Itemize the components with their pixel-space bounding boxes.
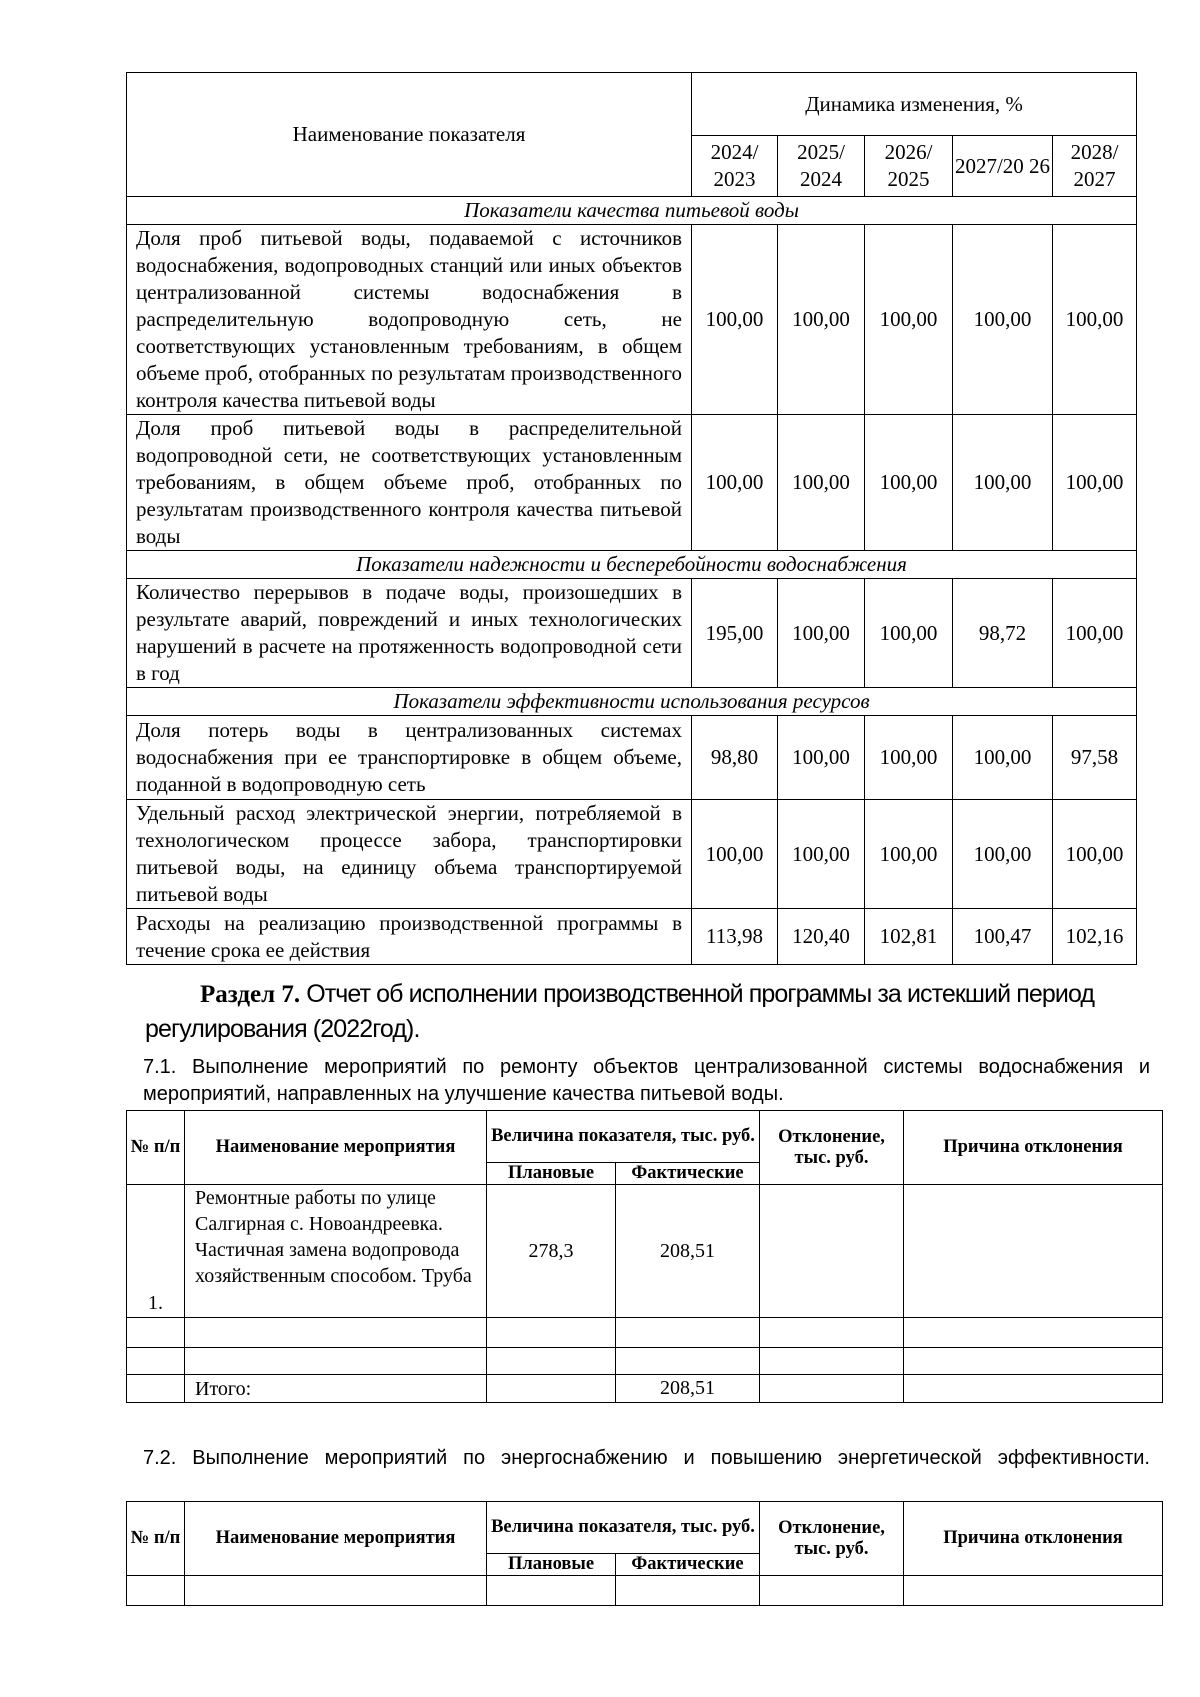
row-number: 1. [127, 1185, 185, 1318]
empty-cell [185, 1318, 487, 1348]
indicator-label: Доля проб питьевой воды, подаваемой с источников водоснабжения, водопроводных станций или иных объектов централизованной системы водоснабжения в распределительную водопроводную сеть, не соответствующих установленным требованиям, в общем объеме проб, отобранных по результатам производственного контроля качества питьевой воды [127, 225, 692, 415]
empty-cell [127, 1318, 185, 1348]
indicator-value: 120,40 [778, 909, 865, 965]
section-title: Показатели надежности и бесперебойности водоснабжения [127, 551, 1137, 579]
empty-cell [760, 1576, 904, 1606]
section-7-title-line2: регулирования (2022год). [145, 1015, 420, 1043]
indicator-label: Количество перерывов в подаче воды, произошедших в результате аварий, повреждений и иных технологических нарушений в расчете на протяженность водопроводной сети в год [127, 579, 692, 688]
indicator-value: 113,98 [692, 909, 778, 965]
empty-cell [904, 1375, 1163, 1403]
indicator-value: 100,00 [865, 225, 953, 415]
indicator-value: 100,00 [865, 716, 953, 800]
reason-header: Причина отклонения [904, 1502, 1163, 1576]
year-header: 2026/ 2025 [865, 136, 953, 197]
indicator-name-header: Наименование показателя [127, 73, 692, 197]
subsection-7-2 [143, 1445, 1150, 1499]
empty-cell [760, 1318, 904, 1348]
empty-cell [127, 1576, 185, 1606]
empty-cell [487, 1576, 616, 1606]
planned-header: Плановые [487, 1163, 616, 1185]
indicator-value: 100,00 [692, 415, 778, 551]
dynamics-header: Динамика изменения, % [692, 73, 1137, 136]
indicator-value: 100,00 [778, 716, 865, 800]
indicator-value: 97,58 [1053, 716, 1137, 800]
indicator-value: 100,00 [1053, 225, 1137, 415]
indicator-value: 102,81 [865, 909, 953, 965]
subsection-7-1: 7.1. Выполнение мероприятий по ремонту объектов централизованной системы водоснабжения и мероприятий, направленных на улучшение качества питьевой воды. [143, 1056, 1150, 1105]
indicator-value: 100,00 [692, 800, 778, 909]
indicator-label: Доля потерь воды в централизованных системах водоснабжения при ее транспортировке в общем объеме, поданной в водопроводную сеть [127, 716, 692, 800]
section-7-heading [145, 977, 1152, 1046]
planned-header: Плановые [487, 1554, 616, 1576]
indicator-value: 100,00 [953, 800, 1053, 909]
measure-name: Ремонтные работы по улице Салгирная с. Новоандреевка. Частичная замена водопровода хозяйственным способом. Труба [185, 1185, 487, 1318]
indicator-value: 100,00 [1053, 415, 1137, 551]
indicator-label: Удельный расход электрической энергии, потребляемой в технологическом процессе забора, транспортировки питьевой воды, на единицу объема транспортируемой питьевой воды [127, 800, 692, 909]
num-header: № п/п [127, 1111, 185, 1185]
deviation-value [760, 1185, 904, 1318]
measures-table-7-2 [126, 1501, 1163, 1606]
empty-cell [616, 1318, 760, 1348]
indicators-table [126, 72, 1137, 965]
empty-cell [904, 1318, 1163, 1348]
indicator-value: 100,47 [953, 909, 1053, 965]
indicator-value: 100,00 [865, 800, 953, 909]
deviation-header: Отклонение, тыс. руб. [760, 1111, 904, 1185]
empty-cell [185, 1348, 487, 1375]
indicator-value: 100,00 [953, 415, 1053, 551]
indicator-value: 100,00 [1053, 800, 1137, 909]
section-7-title: Отчет об исполнении производственной программы за истекший период [306, 980, 1095, 1008]
indicator-value: 100,00 [953, 716, 1053, 800]
indicator-value: 100,00 [1053, 579, 1137, 688]
year-header: 2028/ 2027 [1053, 136, 1137, 197]
measures-table-7-1 [126, 1110, 1163, 1403]
empty-cell [127, 1348, 185, 1375]
actual-header: Фактические [616, 1554, 760, 1576]
deviation-reason [904, 1185, 1163, 1318]
indicator-value: 100,00 [692, 225, 778, 415]
subsection-7-2-text: 7.2. Выполнение мероприятий по энергоснабжению и повышению энергетической эффективности. [143, 1447, 1150, 1469]
empty-cell [487, 1375, 616, 1403]
indicator-value: 100,00 [778, 579, 865, 688]
value-header: Величина показателя, тыс. руб. [487, 1502, 760, 1554]
planned-value: 278,3 [487, 1185, 616, 1318]
measure-name-header: Наименование мероприятия [185, 1111, 487, 1185]
empty-cell [487, 1318, 616, 1348]
section-title: Показатели качества питьевой воды [127, 197, 1137, 225]
empty-cell [904, 1348, 1163, 1375]
year-header: 2024/ 2023 [692, 136, 778, 197]
indicator-value: 98,80 [692, 716, 778, 800]
deviation-header: Отклонение, тыс. руб. [760, 1502, 904, 1576]
empty-cell [185, 1576, 487, 1606]
year-header: 2027/20 26 [953, 136, 1053, 197]
indicator-value: 100,00 [778, 415, 865, 551]
actual-header: Фактические [616, 1163, 760, 1185]
value-header: Величина показателя, тыс. руб. [487, 1111, 760, 1163]
section-title: Показатели эффективности использования ресурсов [127, 688, 1137, 716]
section-7-number: Раздел 7. [200, 981, 301, 1008]
indicator-value: 195,00 [692, 579, 778, 688]
total-actual: 208,51 [616, 1375, 760, 1403]
indicator-label: Расходы на реализацию производственной программы в течение срока ее действия [127, 909, 692, 965]
indicator-value: 100,00 [778, 800, 865, 909]
num-header: № п/п [127, 1502, 185, 1576]
indicator-value: 102,16 [1053, 909, 1137, 965]
indicator-label: Доля проб питьевой воды в распределительной водопроводной сети, не соответствующих установленным требованиям, в общем объеме проб, отобранных по результатам производственного контроля качества питьевой воды [127, 415, 692, 551]
indicator-value: 100,00 [865, 415, 953, 551]
empty-cell [760, 1375, 904, 1403]
empty-cell [487, 1348, 616, 1375]
actual-value: 208,51 [616, 1185, 760, 1318]
reason-header: Причина отклонения [904, 1111, 1163, 1185]
year-header: 2025/ 2024 [778, 136, 865, 197]
empty-cell [127, 1375, 185, 1403]
indicator-value: 98,72 [953, 579, 1053, 688]
total-label: Итого: [185, 1375, 487, 1403]
indicator-value: 100,00 [953, 225, 1053, 415]
empty-cell [616, 1576, 760, 1606]
indicator-value: 100,00 [865, 579, 953, 688]
measure-name-header: Наименование мероприятия [185, 1502, 487, 1576]
indicator-value: 100,00 [778, 225, 865, 415]
empty-cell [904, 1576, 1163, 1606]
empty-cell [616, 1348, 760, 1375]
empty-cell [760, 1348, 904, 1375]
